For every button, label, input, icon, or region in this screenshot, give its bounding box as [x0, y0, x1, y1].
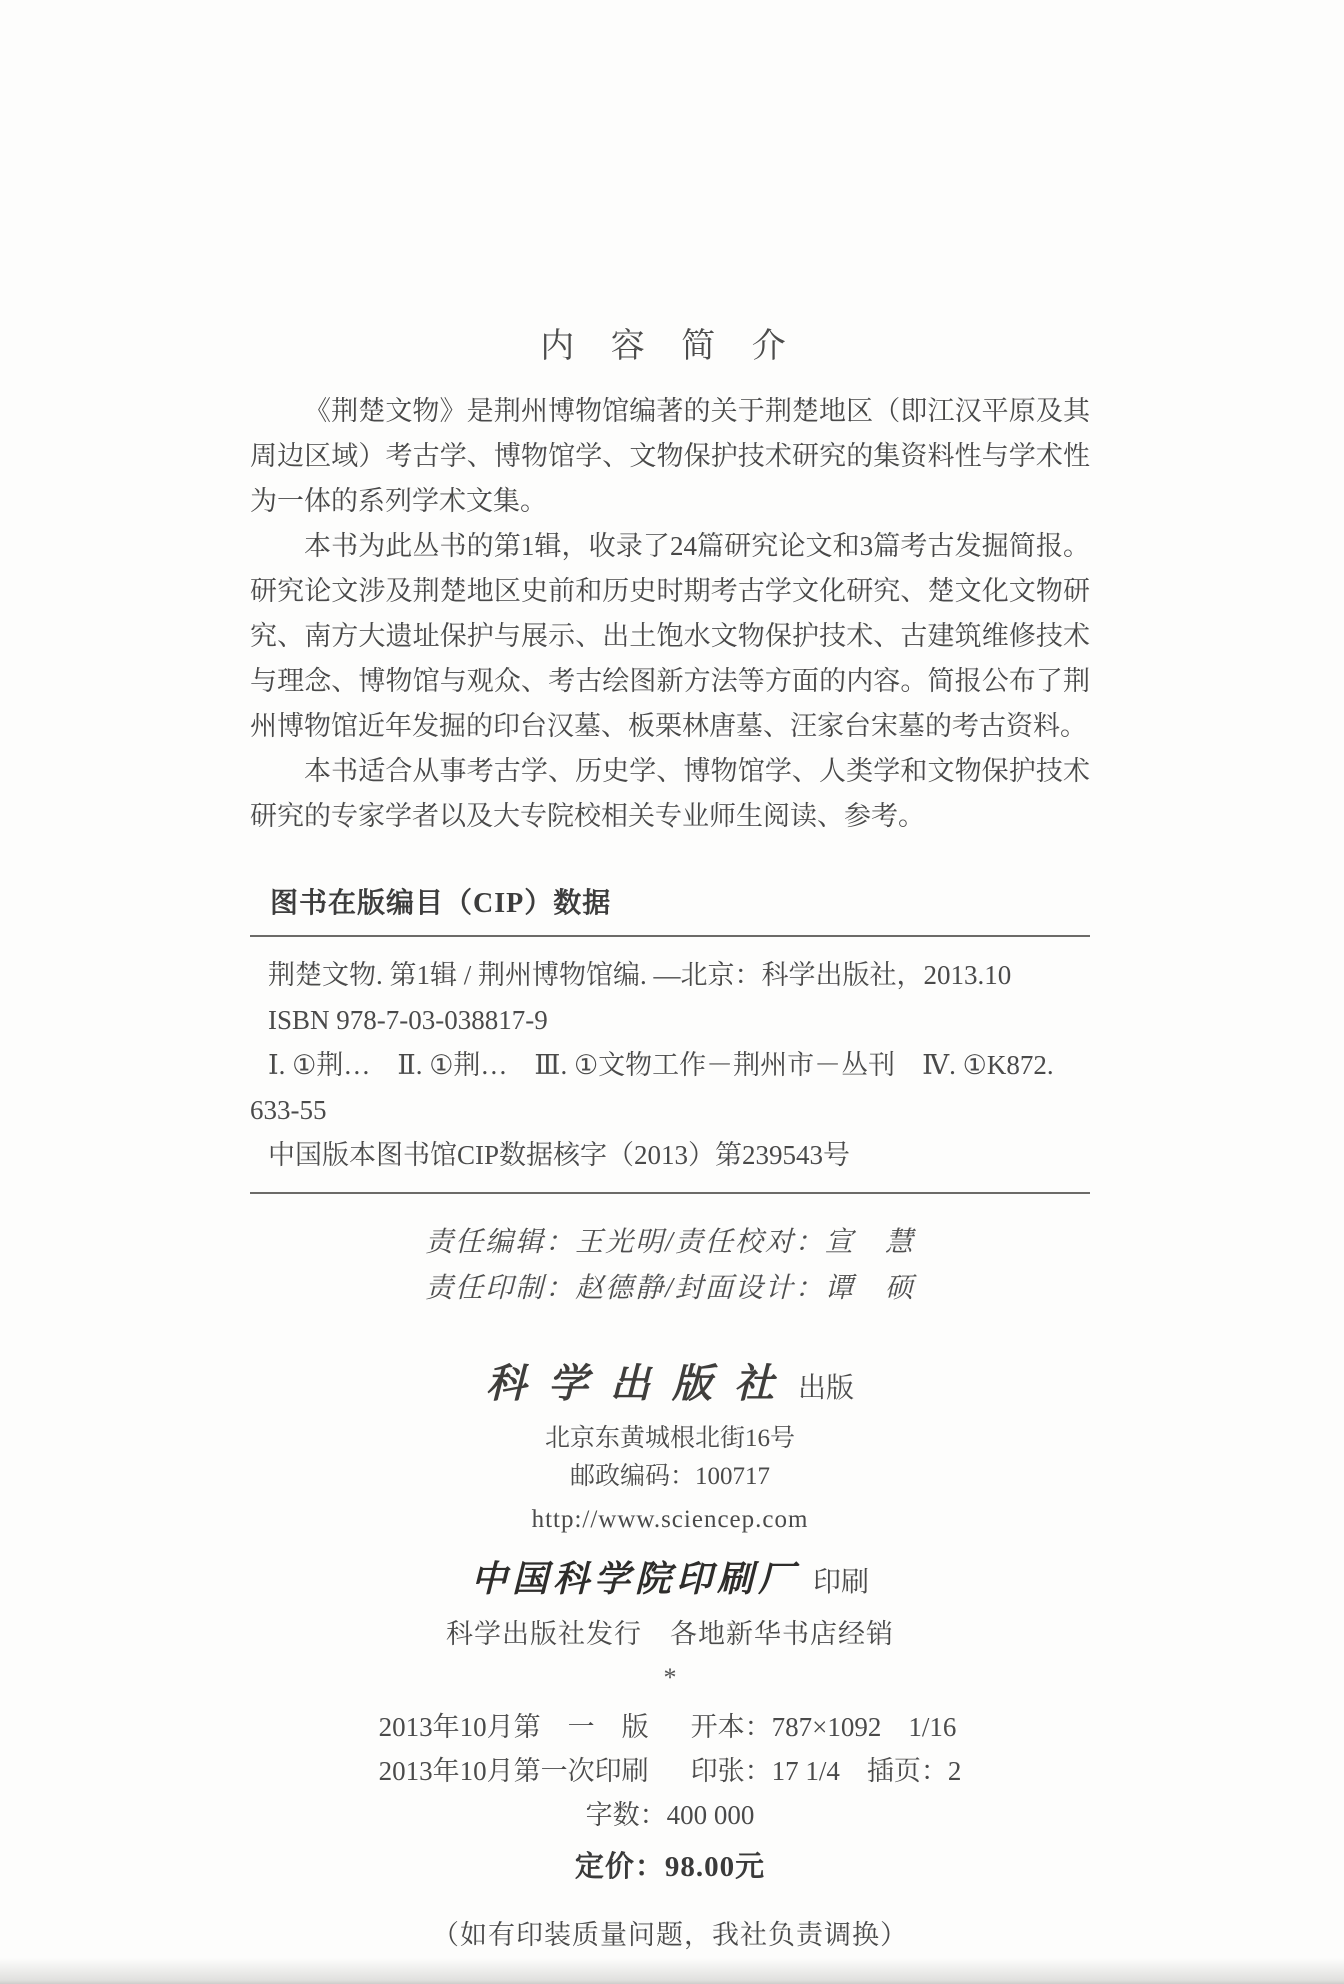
publisher-line	[250, 1352, 1090, 1409]
section-divider-star: *	[663, 1663, 677, 1692]
printing-date: 2013年10月第一次印刷	[378, 1756, 649, 1786]
price: 定价：98.00元	[574, 1851, 766, 1883]
cip-lines	[250, 937, 1090, 1192]
cip-record-line: 荆楚文物. 第1辑 / 荆州博物馆编. —北京：科学出版社，2013.10	[268, 960, 1012, 990]
printer-logo: 中国科学院印刷厂	[470, 1559, 799, 1599]
print-label: 印刷	[813, 1567, 870, 1598]
staff-credits	[250, 1220, 1090, 1312]
credit-line-printing: 责任印制：赵德静/封面设计：谭 硕	[425, 1273, 915, 1304]
quality-note: （如有印装质量问题，我社负责调换）	[432, 1920, 908, 1950]
scan-edge-artifact	[0, 1958, 1344, 1984]
word-count: 字数：400 000	[585, 1800, 755, 1830]
printer-line	[250, 1551, 1090, 1602]
page-content	[250, 318, 1090, 1952]
cip-bottom-rule	[250, 1192, 1090, 1194]
intro-paragraph-3: 本书适合从事考古学、历史学、博物馆学、人类学和文物保护技术研究的专家学者以及大专院校相关专业师生阅读、参考。	[250, 756, 1090, 831]
content-intro-title: 内 容 简 介	[540, 328, 800, 365]
cip-isbn: ISBN 978-7-03-038817-9	[268, 1005, 548, 1035]
cip-classification-continuation: 633-55	[250, 1095, 327, 1125]
cip-header: 图书在版编目（CIP）数据	[270, 888, 612, 919]
publisher-address: 北京东黄城根北街16号	[544, 1425, 795, 1452]
colophon	[250, 1352, 1090, 1952]
distribution-line: 科学出版社发行 各地新华书店经销	[446, 1619, 894, 1649]
cip-data-section	[250, 881, 1090, 1194]
edition-date: 2013年10月第 一 版	[378, 1712, 649, 1742]
publish-label: 出版	[797, 1373, 854, 1404]
edition-info-row-1	[250, 1705, 1090, 1793]
publisher-postcode: 邮政编码：100717	[569, 1463, 770, 1490]
intro-paragraph-2: 本书为此丛书的第1辑，收录了24篇研究论文和3篇考古发掘简报。研究论文涉及荆楚地区史前和历史时期考古学文化研究、楚文化文物研究、南方大遗址保护与展示、出土饱水文物保护技术、古建筑维修技术与理念、博物馆与观众、考古绘图新方法等方面的内容。简报公布了荆州博物馆近年发掘的印台汉墓、板栗林唐墓、汪家台宋墓的考古资料。	[250, 531, 1090, 741]
cip-classification: Ⅰ. ①荆… Ⅱ. ①荆… Ⅲ. ①文物工作－荆州市－丛刊 Ⅳ. ①K872.	[268, 1050, 1054, 1080]
publisher-logo: 科学出版社	[485, 1361, 796, 1406]
cip-registry-number: 中国版本图书馆CIP数据核字（2013）第239543号	[268, 1140, 851, 1170]
publisher-website: http://www.sciencep.com	[531, 1506, 809, 1533]
intro-paragraph-1: 《荆楚文物》是荆州博物馆编著的关于荆楚地区（即江汉平原及其周边区域）考古学、博物馆学、文物保护技术研究的集资料性与学术性为一体的系列学术文集。	[250, 396, 1090, 516]
printing-sheets: 印张：17 1/4 插页：2	[690, 1756, 962, 1786]
edition-format: 开本：787×1092 1/16	[690, 1712, 957, 1742]
credit-line-editor: 责任编辑：王光明/责任校对：宣 慧	[425, 1227, 915, 1258]
